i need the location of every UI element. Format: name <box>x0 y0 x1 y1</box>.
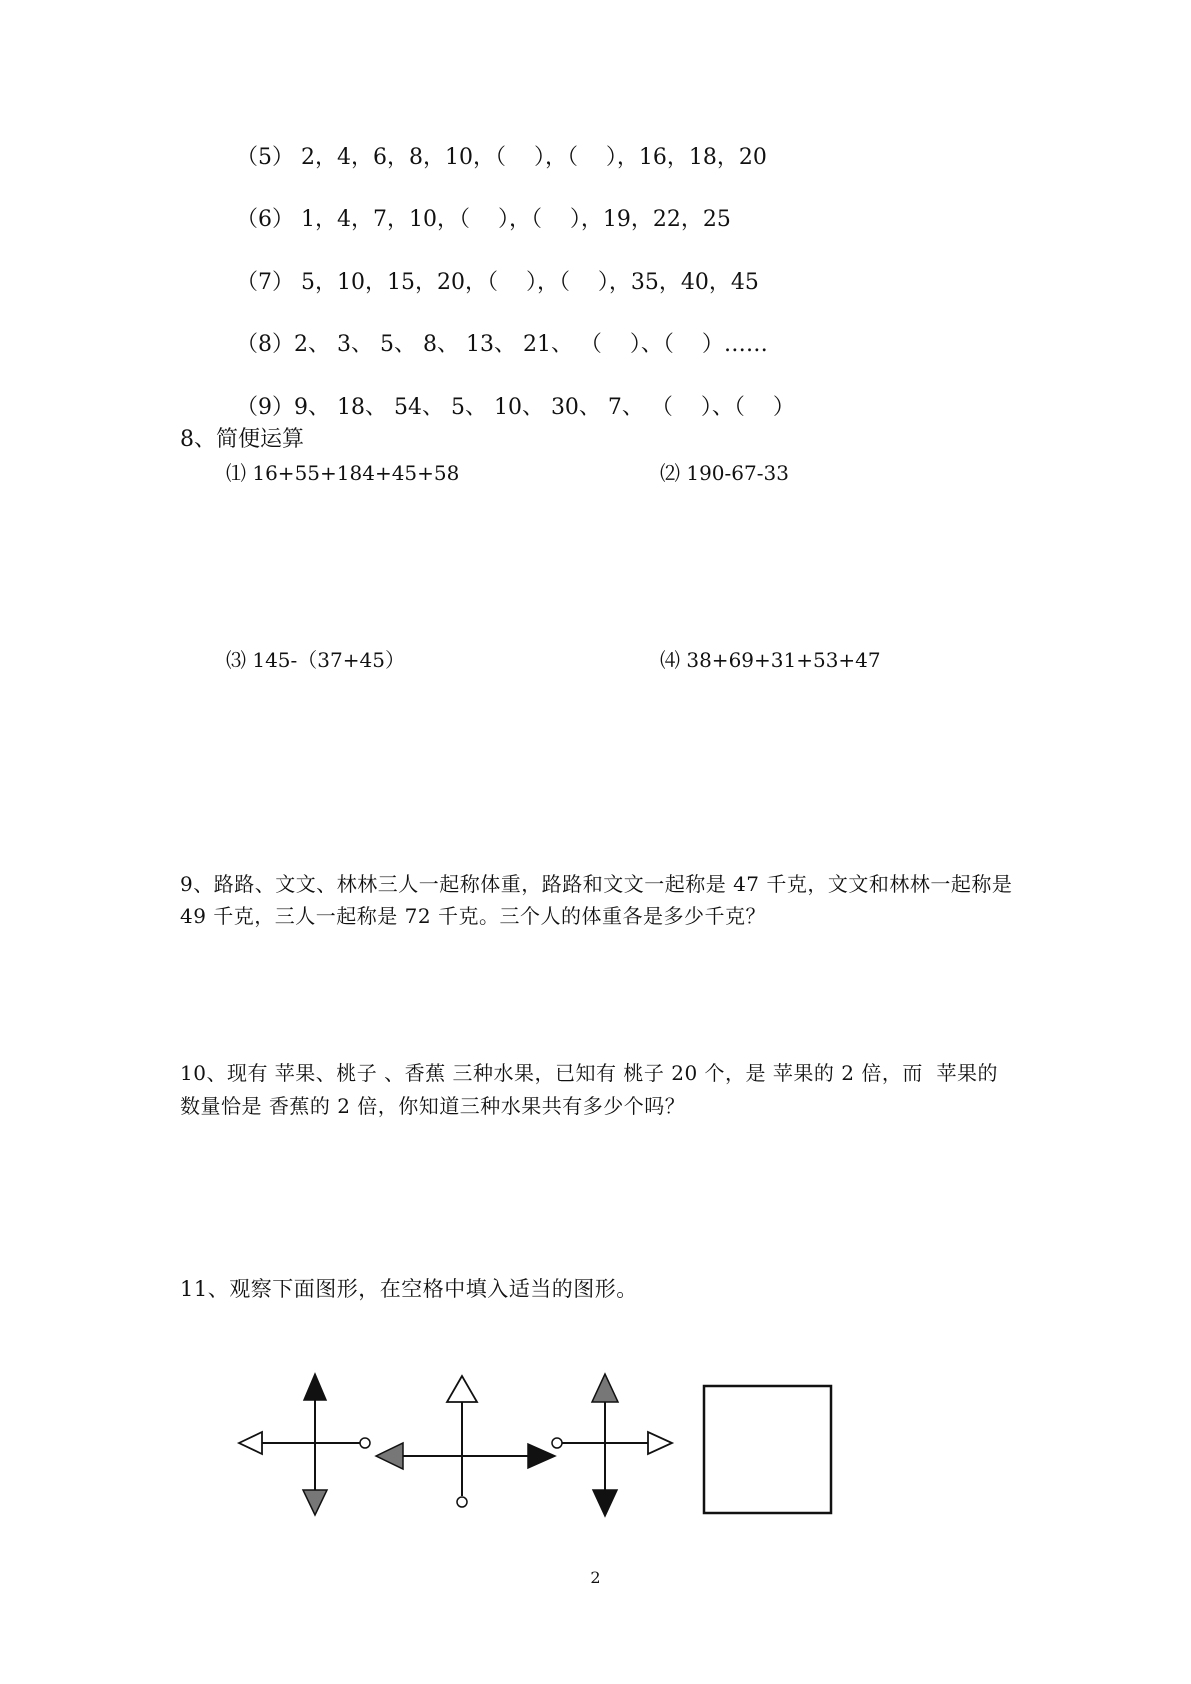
arrow-right-black-icon <box>528 1444 555 1468</box>
arrow-up-gray-icon <box>592 1374 618 1402</box>
q9-line-1: 9、路路、文文、林林三人一起称体重，路路和文文一起称是 47 千克，文文和林林一起称是 <box>180 872 1013 896</box>
q8-item-1: ⑴ 16+55+184+45+58 <box>226 461 460 485</box>
sequence-9: （9）9、 18、 54、 5、 10、 30、 7、 （ ）、（ ） <box>236 395 795 420</box>
arrow-left-white-icon <box>239 1432 262 1454</box>
figure-2 <box>376 1376 555 1507</box>
arrow-up-white-icon <box>447 1376 477 1402</box>
q8-item-3: ⑶ 145-（37+45） <box>226 648 405 672</box>
q10-line-2: 数量恰是 香蕉的 2 倍，你知道三种水果共有多少个吗？ <box>180 1094 686 1118</box>
q8-title: 8、简便运算 <box>180 427 304 452</box>
figure-3 <box>552 1374 672 1516</box>
figure-sequence <box>230 1368 850 1528</box>
answer-box[interactable] <box>704 1386 831 1513</box>
circle-right-icon <box>360 1438 370 1448</box>
q10-line-1: 10、现有 苹果、桃子 、香蕉 三种水果，已知有 桃子 20 个，是 苹果的 2 倍，而 苹果的 <box>180 1061 999 1085</box>
page-number: 2 <box>590 1568 601 1587</box>
figure-1 <box>239 1374 370 1515</box>
arrow-down-gray-icon <box>303 1490 327 1515</box>
circle-bottom-icon <box>457 1497 467 1507</box>
q8-item-2: ⑵ 190-67-33 <box>660 461 789 485</box>
q9-line-2: 49 千克，三人一起称是 72 千克。三个人的体重各是多少千克？ <box>180 904 766 928</box>
sequence-5: （5） 2，4，6，8，10，（ ），（ ），16，18，20 <box>236 145 767 170</box>
arrow-right-white-icon <box>648 1432 672 1454</box>
arrow-left-gray-icon <box>376 1443 403 1469</box>
sequence-6: （6） 1，4，7，10，（ ），（ ），19，22，25 <box>236 207 731 232</box>
q8-item-4: ⑷ 38+69+31+53+47 <box>660 648 881 672</box>
sequence-7: （7） 5，10，15，20，（ ），（ ），35，40，45 <box>236 270 759 295</box>
q11-title: 11、观察下面图形，在空格中填入适当的图形。 <box>180 1277 638 1301</box>
arrow-down-black-icon <box>593 1490 617 1516</box>
circle-left-icon <box>552 1438 562 1448</box>
arrow-up-black-icon <box>304 1374 326 1400</box>
sequence-8: （8）2、 3、 5、 8、 13、 21、 （ ）、（ ）…… <box>236 332 768 357</box>
